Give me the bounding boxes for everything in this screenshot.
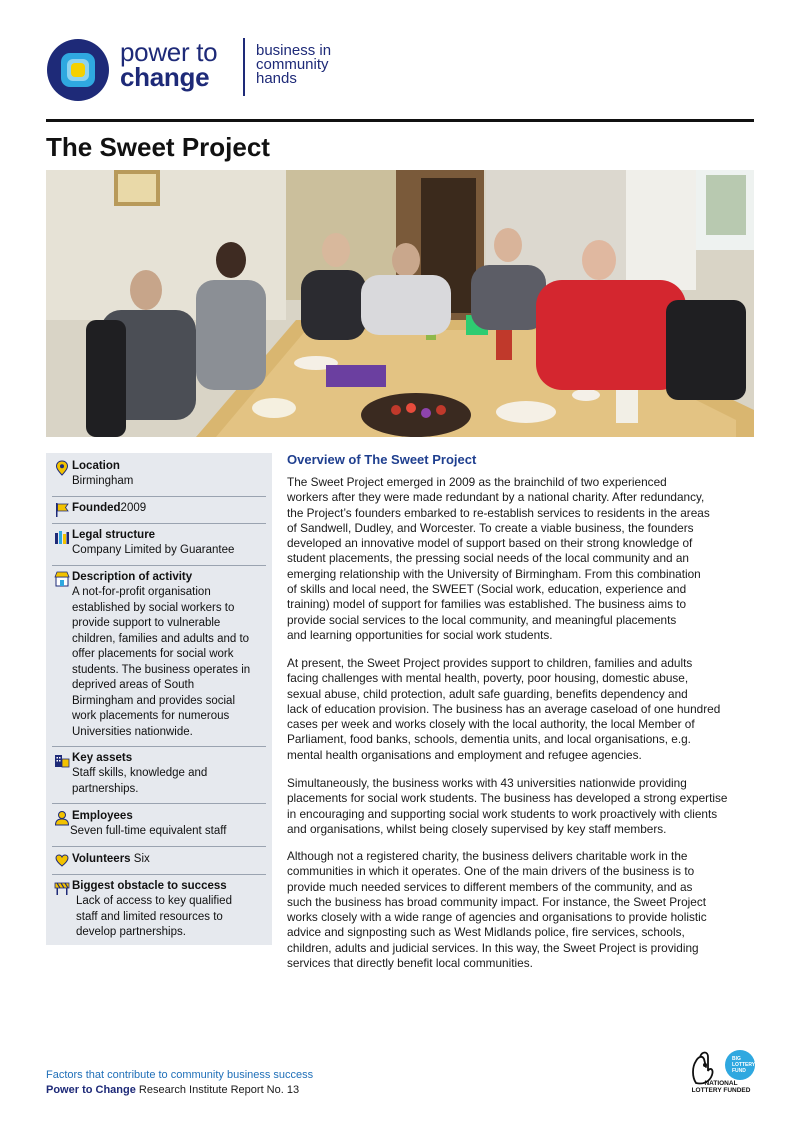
sidebar-divider	[52, 803, 266, 804]
paragraph-line: The Sweet Project emerged in 2009 as the brainchild of two experienced	[287, 475, 667, 489]
fact-assets-line: Staff skills, knowledge and	[72, 767, 208, 779]
paragraph-line: provide social services to the local community, and meaningful placements	[287, 612, 677, 627]
sidebar-divider	[52, 846, 266, 847]
paragraph-line: At present, the Sweet Project provides support to children, families and adults	[287, 656, 693, 670]
fact-obstacle-line: Lack of access to key qualified	[76, 895, 232, 907]
fact-description-line: children, families and adults and to	[72, 632, 250, 645]
paragraph-line: placements for social work students. The business has developed a strong expertise	[287, 791, 728, 806]
fact-description-line: work placements for numerous	[72, 710, 230, 722]
paragraph-line: children, adults and judicial services. In this way, the Sweet Project is providing	[287, 940, 699, 955]
roadblock-barrier-icon	[54, 880, 70, 896]
brand-tagline	[256, 44, 331, 86]
paragraph-line: and organisations, whilst being closely supervised by key staff members.	[287, 821, 667, 836]
paragraph-line: Parliament, food banks, schools, dementia units, and local organisations, e.g.	[287, 732, 691, 747]
paragraph-line: services that directly benefit local communities.	[287, 956, 533, 971]
paragraph-line: emerging relationship with the University of Birmingham. From this combination	[287, 566, 701, 581]
paragraph-line: communities in which it operates. One of the main drivers of the business is to	[287, 864, 695, 879]
footer-report-title: Factors that contribute to community business success	[46, 1069, 314, 1081]
concentric-squares-logo-icon	[46, 38, 110, 102]
fact-description-line: provide support to vulnerable	[72, 617, 221, 629]
fact-location-value: Birmingham	[72, 475, 134, 487]
location-pin-icon	[54, 460, 70, 476]
fact-obstacle-value	[76, 894, 272, 941]
flag-icon	[54, 502, 70, 518]
fact-obstacle-line: develop partnerships.	[76, 926, 186, 938]
paragraph-line: facing challenges with mental health, poverty, poor housing, domestic abuse,	[287, 671, 689, 686]
page-title: The Sweet Project	[46, 132, 270, 162]
buildings-icon	[54, 752, 70, 768]
tagline-line2: community	[256, 56, 329, 73]
badge-line3: FUND	[732, 1068, 746, 1074]
paragraph-line: workers after they were made redundant by a national charity. After redundancy,	[287, 490, 705, 505]
paragraph-line: sexual abuse, child protection, adult safe guarding, benefits dependency and	[287, 686, 688, 701]
overview-paragraph-3	[287, 776, 755, 837]
fact-obstacle-line: staff and limited resources to	[76, 910, 223, 923]
fact-employees-value: Seven full-time equivalent staff	[70, 825, 227, 837]
paragraph-line: of Sandwell, Dudley, and Worcester. To create a viable business, the founders	[287, 520, 694, 535]
fact-obstacle-label: Biggest obstacle to success	[72, 880, 227, 892]
sidebar-divider	[52, 565, 266, 566]
books-icon	[54, 529, 70, 545]
overview-paragraph-1	[287, 475, 755, 643]
crossed-fingers-icon	[693, 1053, 713, 1084]
paragraph-line: Although not a registered charity, the business delivers charitable work in the	[287, 849, 688, 863]
brand-divider	[243, 38, 245, 96]
footer-brand: Power to Change	[46, 1084, 136, 1096]
group-photo-image	[46, 170, 754, 437]
badge-line1: BIG	[732, 1056, 741, 1062]
big-lottery-fund-badge	[725, 1050, 756, 1080]
fact-assets-value	[72, 766, 268, 797]
fact-founded-line	[72, 502, 146, 514]
lottery-line2: LOTTERY FUNDED	[691, 1087, 751, 1094]
paragraph-line: lack of education provision. The business has an average caseload of one hundred	[287, 701, 721, 716]
paragraph-line: the Project’s founders embarked to re-establish services to residents in the areas	[287, 505, 710, 520]
overview-heading: Overview of The Sweet Project	[287, 452, 477, 467]
person-icon	[54, 810, 70, 826]
fact-description-line: offer placements for social work	[72, 648, 234, 660]
footer-report-series	[46, 1084, 299, 1096]
badge-line2: LOTTERY	[732, 1062, 756, 1068]
paragraph-line: developed an innovative model of support based on their strong knowledge of	[287, 536, 693, 551]
paragraph-line: advice and signposting such as West Midlands police, fire services, schools,	[287, 925, 685, 940]
overview-paragraph-2	[287, 656, 755, 763]
footer-report-number: Research Institute Report No. 13	[135, 1084, 300, 1096]
shop-icon	[54, 571, 70, 587]
fact-description-line: deprived areas of South	[72, 679, 195, 691]
fact-volunteers-line	[72, 853, 150, 865]
header-rule	[46, 119, 754, 122]
paragraph-line: provide much needed services to different members of the community, and as	[287, 879, 693, 894]
paragraph-line: works closely with a wide range of agencies and organisations to provide holistic	[287, 910, 707, 925]
brand-line2: change	[120, 62, 210, 92]
paragraph-line: Simultaneously, the business works with 43 universities nationwide providing	[287, 776, 687, 790]
sidebar-divider	[52, 874, 266, 875]
tagline-line1: business in	[256, 42, 332, 59]
fact-volunteers-label: Volunteers	[72, 853, 131, 865]
paragraph-line: such the business has broad community impact. For instance, the Sweet Project	[287, 894, 706, 909]
sidebar-divider	[52, 746, 266, 747]
paragraph-line: and learning opportunities for social work students.	[287, 627, 553, 642]
fact-description-line: students. The business operates in	[72, 663, 251, 676]
fact-assets-line: partnerships.	[72, 782, 139, 795]
fact-volunteers-value: Six	[133, 853, 150, 865]
paragraph-line: of skills and local need, the SWEET (Social work, education, experience and	[287, 582, 687, 597]
overview-paragraph-4	[287, 849, 755, 971]
brand-line1: power to	[120, 37, 218, 67]
fact-description-line: A not-for-profit organisation	[72, 586, 211, 598]
paragraph-line: in encouraging and supporting social work students to work proactively with clients	[287, 806, 718, 821]
paragraph-line: mental health organisations and employment and refugee agencies.	[287, 747, 642, 762]
fact-legal-value: Company Limited by Guarantee	[72, 544, 235, 556]
fact-description-line: Birmingham and provides social	[72, 694, 235, 707]
sidebar-divider	[52, 523, 266, 524]
fact-employees-label: Employees	[72, 810, 133, 822]
sidebar-divider	[52, 496, 266, 497]
fact-founded-value: 2009	[120, 502, 147, 514]
fact-legal-label: Legal structure	[72, 529, 156, 541]
fact-description-label: Description of activity	[72, 571, 193, 583]
brand-name	[120, 37, 218, 92]
paragraph-line: cases per week and works closely with the local authority, the local Member of	[287, 717, 695, 732]
paragraph-line: training) model of support for families was established. The business aims to	[287, 597, 687, 612]
tagline-line3: hands	[256, 70, 297, 87]
lottery-line1: NATIONAL	[704, 1080, 738, 1087]
hand-heart-icon	[54, 853, 70, 869]
paragraph-line: student placements, the pressing social needs of the local community and an	[287, 551, 689, 566]
national-lottery-funded-text	[686, 1080, 756, 1094]
fact-assets-label: Key assets	[72, 752, 133, 764]
fact-description-value	[72, 585, 268, 740]
fact-description-line: Universities nationwide.	[72, 725, 193, 738]
fact-location-label: Location	[72, 460, 120, 472]
fact-founded-label: Founded	[72, 502, 121, 514]
key-facts-sidebar	[46, 453, 272, 945]
fact-description-line: established by social workers to	[72, 601, 235, 614]
